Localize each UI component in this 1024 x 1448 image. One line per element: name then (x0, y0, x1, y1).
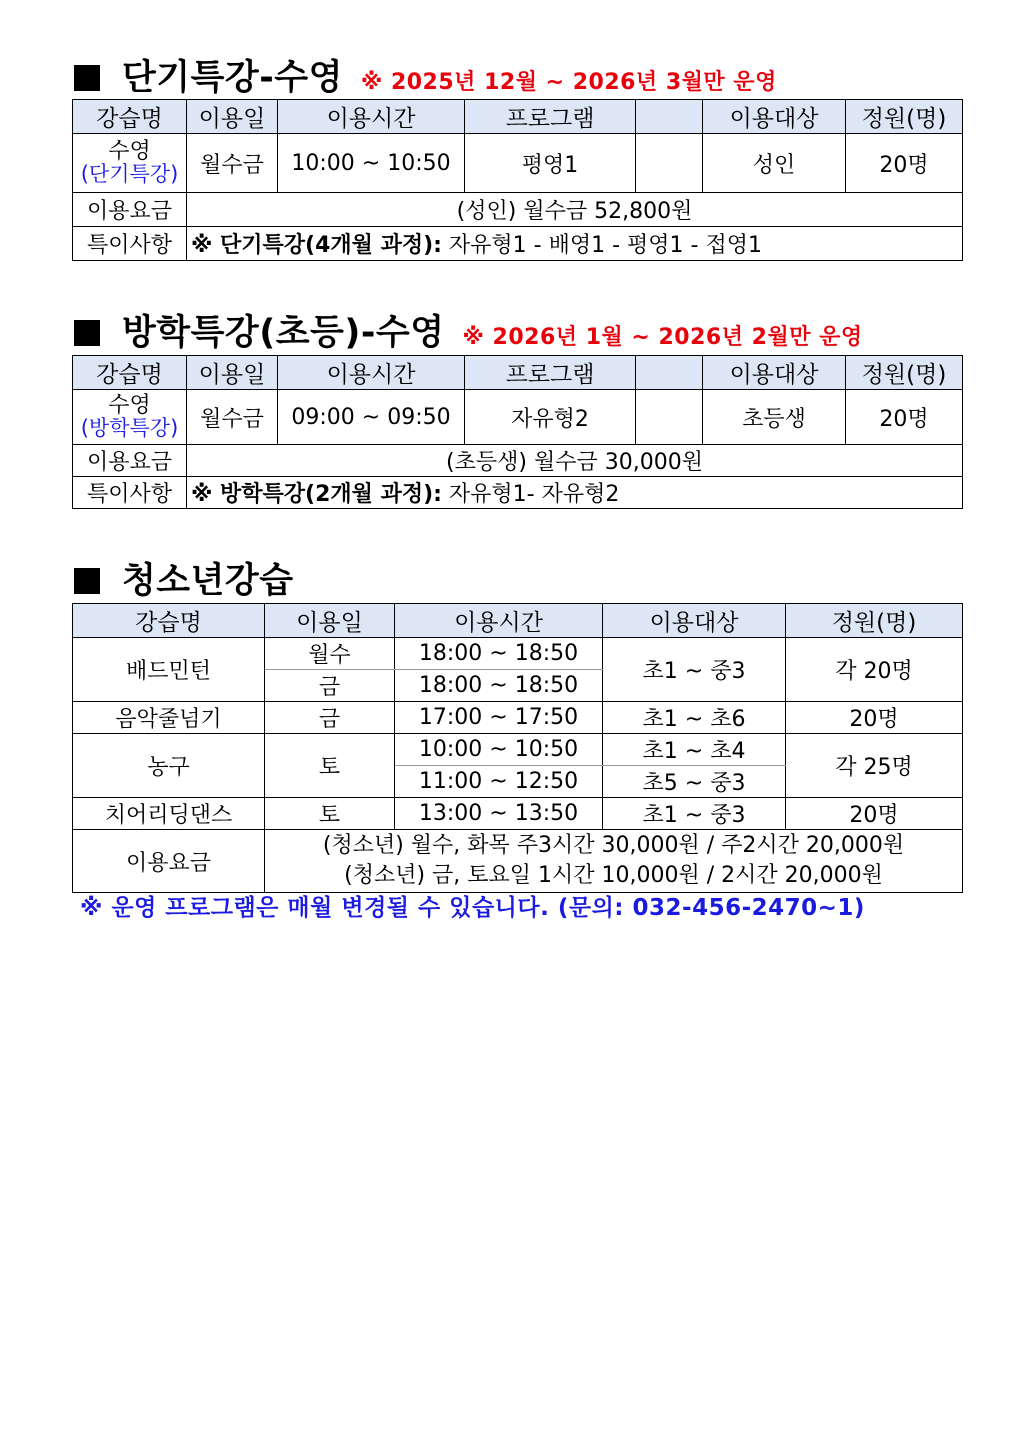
days-cell: 월수금 (187, 134, 278, 193)
header-class-name: 강습명 (73, 604, 265, 638)
extra-cell (636, 134, 703, 193)
badminton-time1: 18:00 ~ 18:50 (395, 638, 603, 670)
section1-period-note: ※ 2025년 12월 ~ 2026년 3월만 운영 (360, 70, 777, 95)
class-subtitle: (방학특강) (80, 416, 179, 440)
section2-period-note: ※ 2026년 1월 ~ 2026년 2월만 운영 (462, 325, 863, 350)
header-time: 이용시간 (278, 356, 465, 390)
class-name: 수영 (108, 393, 151, 418)
program-cell: 평영1 (465, 134, 636, 193)
section2-table (72, 355, 963, 509)
notes-label: 특이사항 (73, 477, 187, 509)
cheer-day: 토 (265, 798, 395, 830)
program-cell: 자유형2 (465, 390, 636, 445)
badminton-target: 초1 ~ 중3 (603, 638, 786, 702)
fee-label: 이용요금 (73, 445, 187, 477)
cheer-target: 초1 ~ 중3 (603, 798, 786, 830)
square-bullet-icon (74, 568, 100, 594)
header-capacity: 정원(명) (846, 356, 963, 390)
badminton-name: 배드민턴 (73, 638, 265, 702)
jumprope-capacity: 20명 (786, 702, 963, 734)
cheer-time: 13:00 ~ 13:50 (395, 798, 603, 830)
class-name: 수영 (108, 139, 151, 164)
header-class-name: 강습명 (73, 356, 187, 390)
section2-heading (74, 305, 863, 355)
footer-note: ※ 운영 프로그램은 매월 변경될 수 있습니다. (문의: 032-456-2470~1) (80, 895, 865, 921)
header-target: 이용대상 (703, 100, 846, 134)
header-program: 프로그램 (465, 356, 636, 390)
square-bullet-icon (74, 320, 100, 346)
extra-cell (636, 390, 703, 445)
section2-title: 방학특강(초등)-수영 (122, 313, 445, 353)
header-time: 이용시간 (278, 100, 465, 134)
jumprope-day: 금 (265, 702, 395, 734)
fee-line1: (청소년) 월수, 화목 주3시간 30,000원 / 주2시간 20,000원 (322, 833, 905, 858)
header-capacity: 정원(명) (786, 604, 963, 638)
jumprope-time: 17:00 ~ 17:50 (395, 702, 603, 734)
badminton-time2: 18:00 ~ 18:50 (395, 670, 603, 702)
section1-title: 단기특강-수영 (122, 58, 343, 98)
target-cell: 성인 (703, 134, 846, 193)
header-capacity: 정원(명) (846, 100, 963, 134)
cheer-name: 치어리딩댄스 (73, 798, 265, 830)
fee-value: (초등생) 월수금 30,000원 (187, 445, 963, 477)
section3-title: 청소년강습 (122, 561, 294, 601)
header-target: 이용대상 (703, 356, 846, 390)
basketball-target1: 초1 ~ 초4 (603, 734, 786, 766)
basketball-time1: 10:00 ~ 10:50 (395, 734, 603, 766)
fee-cell (265, 830, 963, 893)
time-cell: 09:00 ~ 09:50 (278, 390, 465, 445)
notes-rest: 자유형1- 자유형2 (441, 482, 620, 507)
badminton-day2: 금 (265, 670, 395, 702)
square-bullet-icon (74, 65, 100, 91)
notes-cell (187, 477, 963, 509)
capacity-cell: 20명 (846, 134, 963, 193)
header-target: 이용대상 (603, 604, 786, 638)
notes-rest: 자유형1 - 배영1 - 평영1 - 접영1 (441, 233, 762, 258)
header-empty (636, 356, 703, 390)
header-class-name: 강습명 (73, 100, 187, 134)
fee-label: 이용요금 (73, 193, 187, 227)
target-cell: 초등생 (703, 390, 846, 445)
basketball-capacity: 각 25명 (786, 734, 963, 798)
section1-heading (74, 50, 777, 100)
jumprope-name: 음악줄넘기 (73, 702, 265, 734)
fee-value: (성인) 월수금 52,800원 (187, 193, 963, 227)
fee-line2: (청소년) 금, 토요일 1시간 10,000원 / 2시간 20,000원 (344, 863, 883, 888)
basketball-time2: 11:00 ~ 12:50 (395, 766, 603, 798)
header-days: 이용일 (187, 100, 278, 134)
header-time: 이용시간 (395, 604, 603, 638)
class-name-cell (73, 134, 187, 193)
cheer-capacity: 20명 (786, 798, 963, 830)
days-cell: 월수금 (187, 390, 278, 445)
section3-table (72, 603, 963, 893)
section3-heading (74, 553, 294, 603)
basketball-name: 농구 (73, 734, 265, 798)
notes-cell (187, 227, 963, 261)
capacity-cell: 20명 (846, 390, 963, 445)
badminton-day1: 월수 (265, 638, 395, 670)
jumprope-target: 초1 ~ 초6 (603, 702, 786, 734)
class-subtitle: (단기특강) (80, 162, 179, 186)
basketball-target2: 초5 ~ 중3 (603, 766, 786, 798)
notes-bold: ※ 단기특강(4개월 과정): (191, 233, 442, 258)
header-days: 이용일 (265, 604, 395, 638)
fee-label: 이용요금 (73, 830, 265, 893)
notes-label: 특이사항 (73, 227, 187, 261)
basketball-day: 토 (265, 734, 395, 798)
notes-bold: ※ 방학특강(2개월 과정): (191, 482, 442, 507)
badminton-capacity: 각 20명 (786, 638, 963, 702)
header-program: 프로그램 (465, 100, 636, 134)
section1-table (72, 99, 963, 261)
class-name-cell (73, 390, 187, 445)
header-days: 이용일 (187, 356, 278, 390)
time-cell: 10:00 ~ 10:50 (278, 134, 465, 193)
header-empty (636, 100, 703, 134)
